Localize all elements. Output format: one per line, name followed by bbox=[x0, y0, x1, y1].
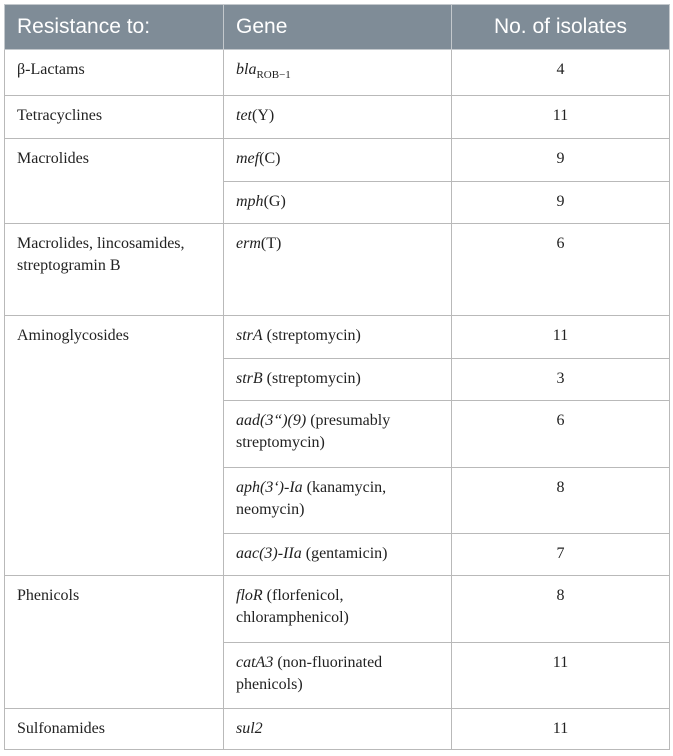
isolate-count: 9 bbox=[452, 182, 670, 224]
table-row bbox=[5, 139, 670, 182]
gene-detail: (gentamicin) bbox=[301, 545, 388, 563]
resistance-class: Macrolides, lincosamides, streptogramin B bbox=[5, 224, 224, 316]
isolate-count: 9 bbox=[452, 139, 670, 182]
gene-cell bbox=[224, 643, 452, 709]
table-row bbox=[5, 96, 670, 139]
gene-name: bla bbox=[236, 61, 257, 78]
gene-name: erm bbox=[236, 235, 261, 253]
isolate-count: 6 bbox=[452, 401, 670, 468]
gene-name: mph bbox=[236, 193, 264, 211]
gene-name: strA bbox=[236, 327, 263, 345]
resistance-genes-table bbox=[4, 4, 670, 750]
gene-name: tet bbox=[236, 107, 252, 125]
gene-cell bbox=[224, 224, 452, 316]
gene-detail: (presumably streptomycin) bbox=[236, 412, 391, 452]
resistance-class: β-Lactams bbox=[5, 50, 224, 96]
header-resistance: Resistance to: bbox=[5, 5, 224, 50]
header-isolates: No. of isolates bbox=[452, 5, 670, 50]
gene-name: strB bbox=[236, 370, 263, 388]
resistance-class: Aminoglycosides bbox=[5, 316, 224, 576]
gene-detail: (florfenicol, chloramphenicol) bbox=[236, 587, 349, 627]
isolate-count: 7 bbox=[452, 534, 670, 576]
gene-detail: (C) bbox=[259, 150, 281, 168]
gene-name: mef bbox=[236, 150, 260, 168]
gene-cell bbox=[224, 709, 452, 750]
gene-cell bbox=[224, 316, 452, 359]
gene-name: catA3 bbox=[236, 654, 274, 672]
isolate-count: 3 bbox=[452, 359, 670, 401]
gene-detail: (Y) bbox=[252, 107, 275, 125]
table-row bbox=[5, 576, 670, 643]
gene-subscript: ROB−1 bbox=[256, 69, 291, 82]
table-row bbox=[5, 50, 670, 96]
isolate-count: 11 bbox=[452, 96, 670, 139]
gene-detail: (streptomycin) bbox=[262, 370, 361, 388]
gene-cell bbox=[224, 139, 452, 182]
isolate-count: 11 bbox=[452, 709, 670, 750]
header-row bbox=[5, 5, 670, 50]
gene-name: aad(3“)(9) bbox=[236, 412, 307, 430]
gene-cell bbox=[224, 96, 452, 139]
gene-detail: (streptomycin) bbox=[262, 327, 361, 345]
gene-detail: (G) bbox=[263, 193, 286, 211]
isolate-count: 8 bbox=[452, 468, 670, 534]
header-gene: Gene bbox=[224, 5, 452, 50]
isolate-count: 8 bbox=[452, 576, 670, 643]
gene-cell bbox=[224, 401, 452, 468]
gene-cell bbox=[224, 359, 452, 401]
gene-cell bbox=[224, 182, 452, 224]
gene-name: aac(3)-IIa bbox=[236, 545, 302, 563]
isolate-count: 4 bbox=[452, 50, 670, 96]
resistance-class: Sulfonamides bbox=[5, 709, 224, 750]
isolate-count: 6 bbox=[452, 224, 670, 316]
table-row bbox=[5, 709, 670, 750]
table-row bbox=[5, 316, 670, 359]
gene-cell bbox=[224, 576, 452, 643]
gene-cell bbox=[224, 534, 452, 576]
gene-name: floR bbox=[236, 587, 263, 605]
isolate-count: 11 bbox=[452, 643, 670, 709]
gene-detail: (T) bbox=[260, 235, 282, 253]
resistance-class: Tetracyclines bbox=[5, 96, 224, 139]
gene-detail: (non-fluorinated phenicols) bbox=[236, 654, 383, 694]
isolate-count: 11 bbox=[452, 316, 670, 359]
resistance-class: Macrolides bbox=[5, 139, 224, 224]
gene-cell bbox=[224, 50, 452, 96]
gene-detail: (kanamycin, neomycin) bbox=[236, 479, 387, 519]
resistance-class: Phenicols bbox=[5, 576, 224, 709]
gene-cell bbox=[224, 468, 452, 534]
table-row bbox=[5, 224, 670, 316]
gene-name: sul2 bbox=[236, 720, 263, 738]
gene-name: aph(3‘)-Ia bbox=[236, 479, 303, 497]
